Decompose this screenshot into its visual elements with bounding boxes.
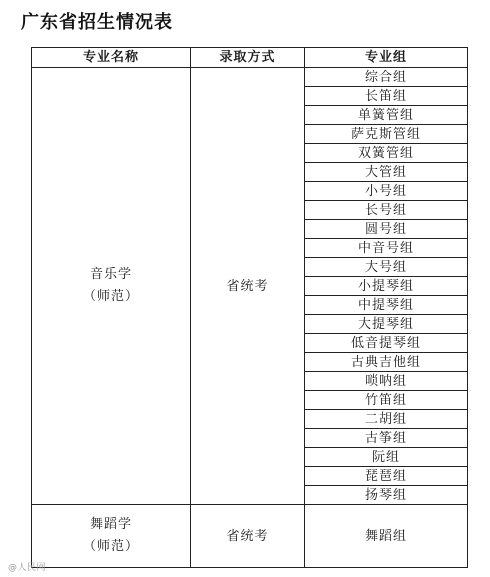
- group-cell: 中音号组: [305, 239, 468, 258]
- group-cell: 扬琴组: [305, 486, 468, 505]
- admission-method-music: 省统考: [191, 68, 305, 505]
- group-cell: 长笛组: [305, 87, 468, 106]
- major-name-line: 音乐学: [89, 267, 132, 282]
- page-title: 广东省招生情况表: [21, 12, 173, 33]
- major-type-line: （师范）: [82, 289, 139, 304]
- major-name-dance: [32, 505, 191, 568]
- group-cell: 大管组: [305, 163, 468, 182]
- group-cell: 圆号组: [305, 220, 468, 239]
- group-cell: 萨克斯管组: [305, 125, 468, 144]
- header-major-group: 专业组: [305, 48, 468, 68]
- group-cell: 古筝组: [305, 429, 468, 448]
- group-cell: 二胡组: [305, 410, 468, 429]
- admissions-table: [31, 47, 468, 568]
- major-type-line: （师范）: [82, 539, 139, 554]
- group-cell: 小提琴组: [305, 277, 468, 296]
- group-cell: 阮组: [305, 448, 468, 467]
- table-row: [32, 505, 468, 568]
- group-cell: 双簧管组: [305, 144, 468, 163]
- group-cell: 低音提琴组: [305, 334, 468, 353]
- group-cell: 小号组: [305, 182, 468, 201]
- major-name-music: [32, 68, 191, 505]
- admission-method-dance: 省统考: [191, 505, 305, 568]
- group-cell: 竹笛组: [305, 391, 468, 410]
- group-cell: 单簧管组: [305, 106, 468, 125]
- group-cell: 长号组: [305, 201, 468, 220]
- group-cell: 舞蹈组: [305, 505, 468, 568]
- header-major: 专业名称: [32, 48, 191, 68]
- table-row: [32, 68, 468, 87]
- group-cell: 综合组: [305, 68, 468, 87]
- group-cell: 大号组: [305, 258, 468, 277]
- group-cell: 古典吉他组: [305, 353, 468, 372]
- table-header-row: [32, 48, 468, 68]
- major-name-line: 舞蹈学: [89, 517, 132, 532]
- group-cell: 中提琴组: [305, 296, 468, 315]
- group-cell: 唢呐组: [305, 372, 468, 391]
- watermark: @人民网: [8, 563, 47, 573]
- group-cell: 大提琴组: [305, 315, 468, 334]
- header-admission-method: 录取方式: [191, 48, 305, 68]
- group-cell: 琵琶组: [305, 467, 468, 486]
